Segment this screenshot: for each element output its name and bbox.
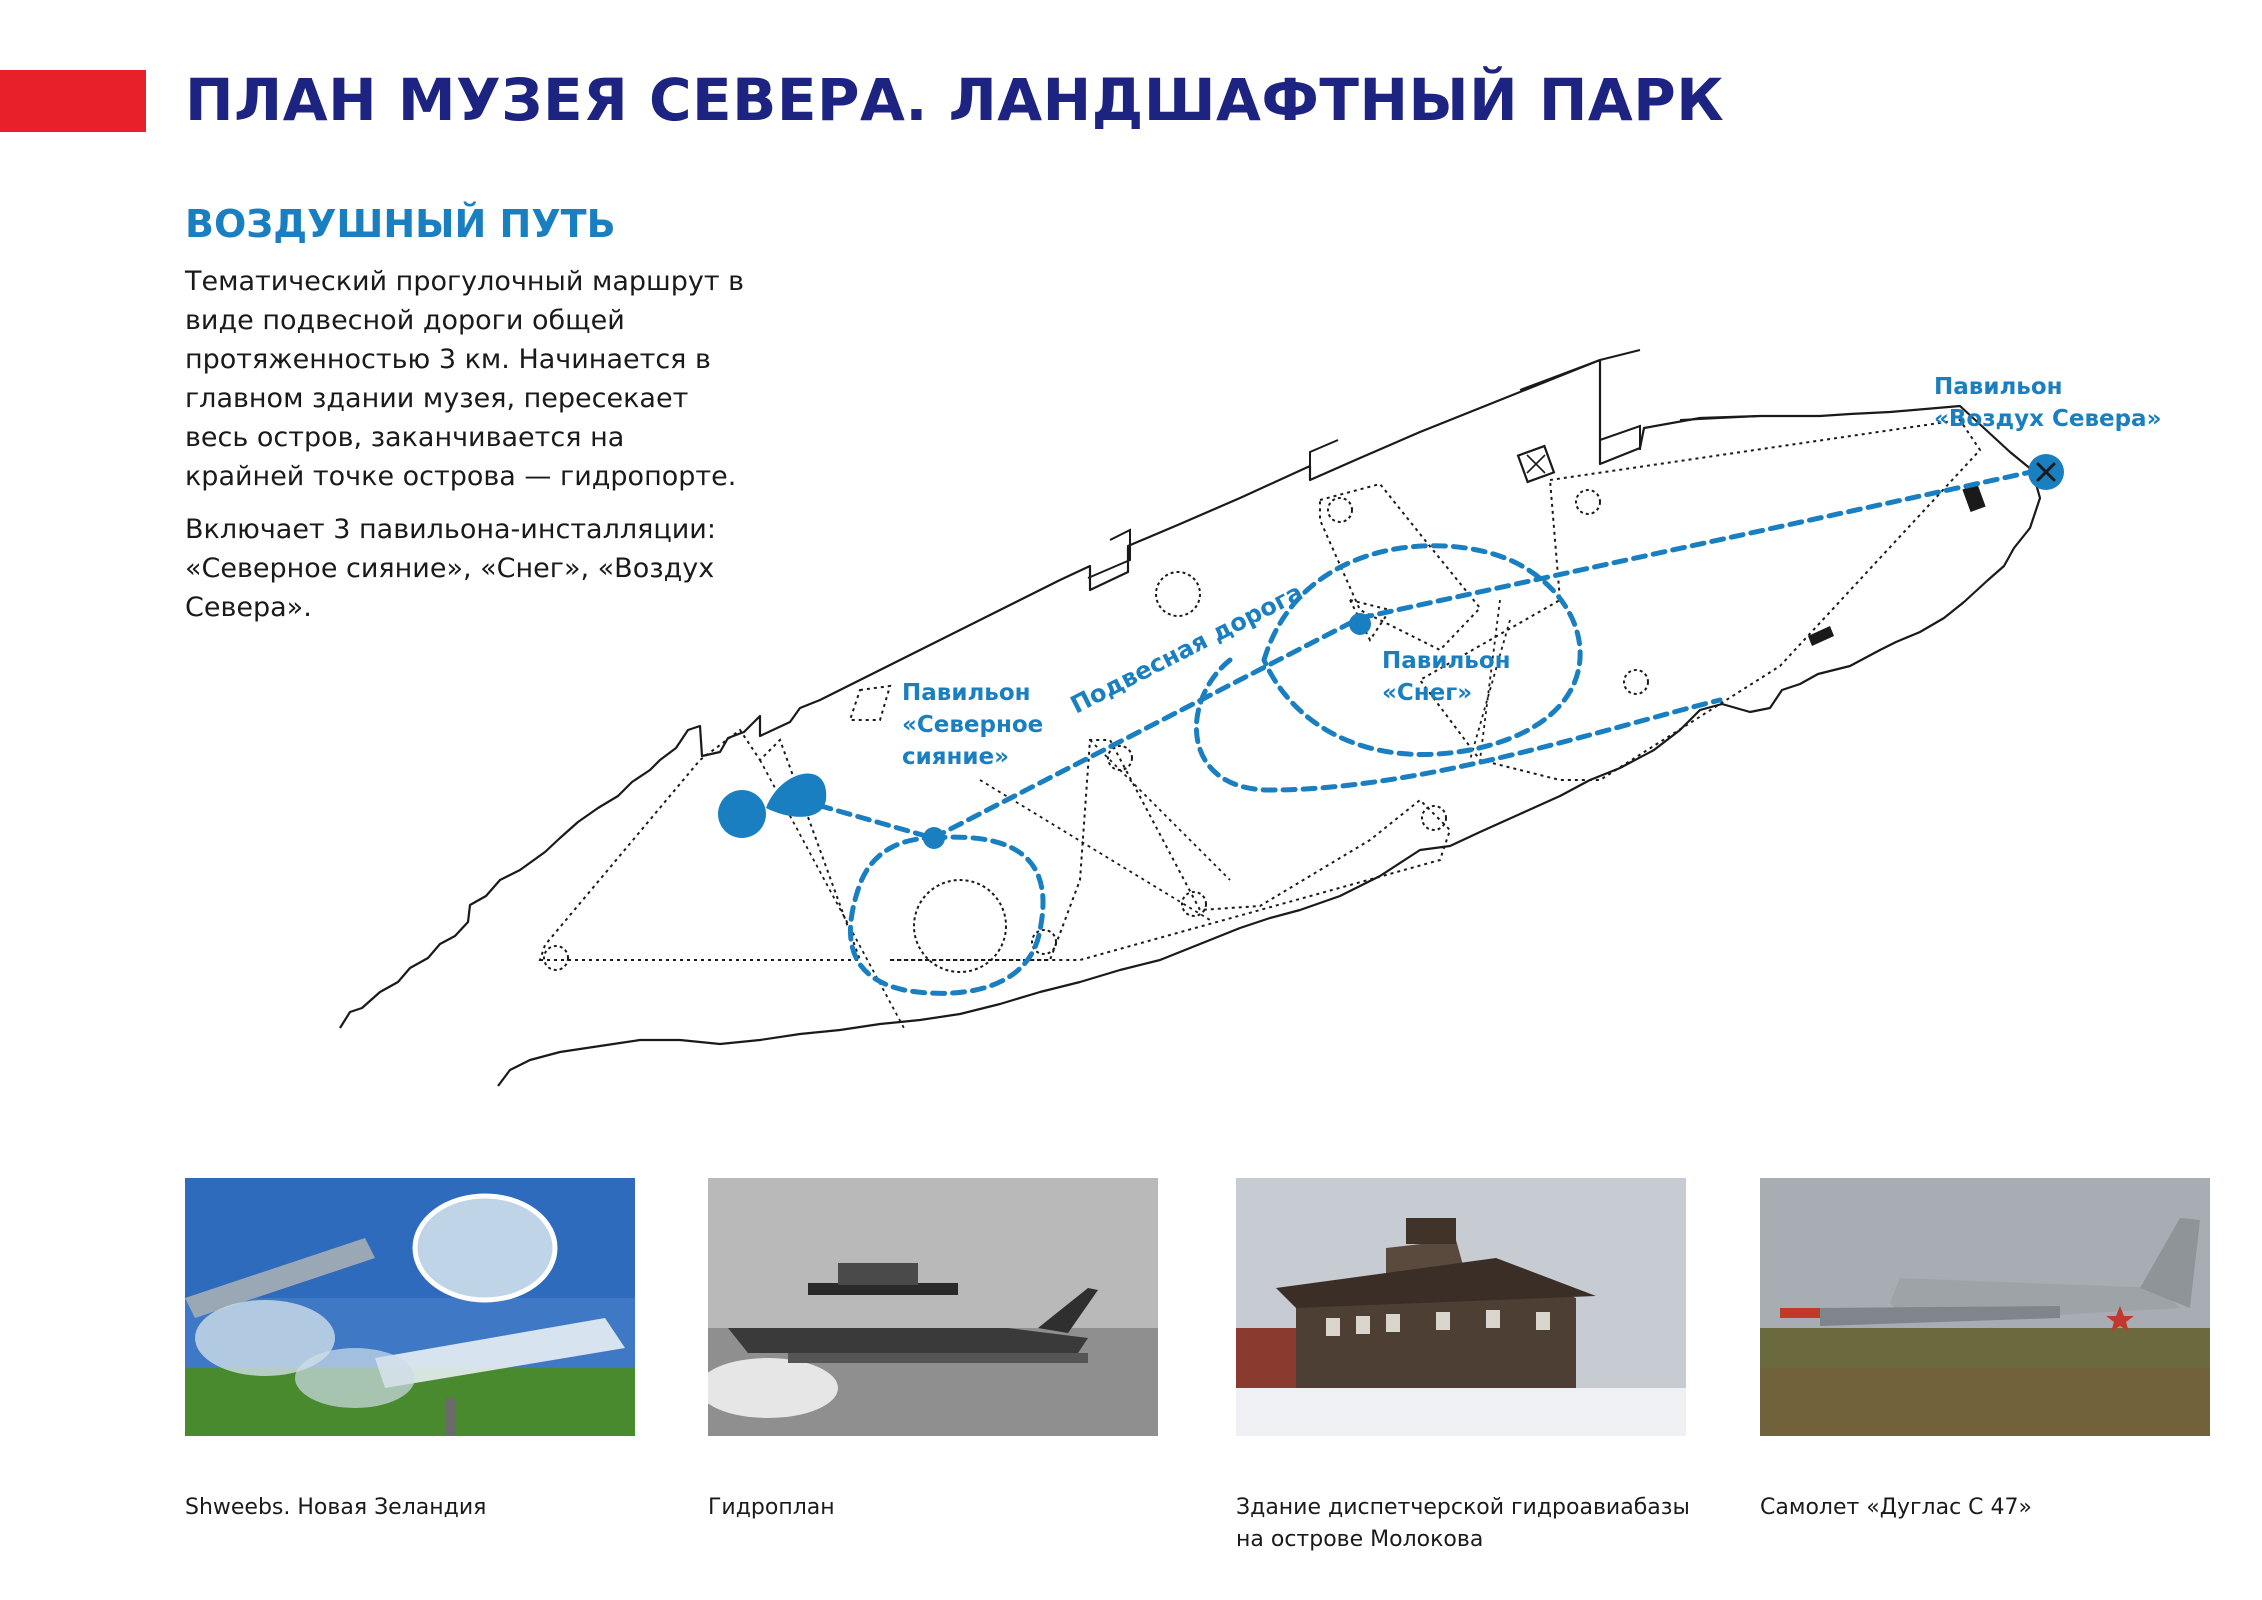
pavilion-aurora-line-1: Павильон	[902, 680, 1031, 706]
page-title: ПЛАН МУЗЕЯ СЕВЕРА. ЛАНДШАФТНЫЙ ПАРК	[185, 66, 1725, 134]
airplane-photo-icon	[1760, 1178, 2210, 1436]
photo-monorail	[185, 1178, 635, 1436]
photo-seaplane	[708, 1178, 1158, 1436]
pavilion-air-line-2: «Воздух Севера»	[1934, 406, 2162, 432]
pavilion-aurora-label	[902, 680, 1051, 770]
park-zones	[540, 420, 1980, 960]
pavilion-aurora-line-3: сияние»	[902, 744, 1009, 770]
intro-paragraph-pavilions: Включает 3 павильона-инсталляции: «Северное сияние», «Снег», «Воздух Севера».	[185, 514, 716, 623]
island-coastline-north	[340, 360, 2040, 1086]
road-label: Подвесная дорога	[1066, 577, 1308, 720]
section-title: ВОЗДУШНЫЙ ПУТЬ	[185, 202, 616, 246]
site-markers	[544, 490, 1648, 972]
building-photo-icon	[1236, 1178, 1686, 1436]
photo-caption-airplane: Самолет «Дуглас С 47»	[1760, 1495, 2032, 1520]
photo-caption-seaplane: Гидроплан	[708, 1495, 835, 1520]
pavilion-snow-line-2: «Снег»	[1382, 680, 1473, 706]
pavilion-snow-label	[1382, 648, 1519, 706]
photo-airplane	[1760, 1178, 2210, 1436]
photo-building	[1236, 1178, 1686, 1436]
pavilion-snow-line-1: Павильон	[1382, 648, 1511, 674]
photo-caption-monorail: Shweebs. Новая Зеландия	[185, 1495, 487, 1520]
monorail-photo-icon	[185, 1178, 635, 1436]
pavilion-aurora-line-2: «Северное	[902, 712, 1044, 738]
intro-paragraph-route: Тематический прогулочный маршрут в виде подвесной дороги общей протяженностью 3 км. Начинается в главном здании музея, пересекает весь остров, заканчивается на крайней точке острова — гидропорте.	[185, 266, 745, 492]
seaplane-photo-icon	[708, 1178, 1158, 1436]
building-symbols	[1518, 446, 1986, 646]
photo-caption-building: Здание диспетчерской гидроавиабазы на острове Молокова	[1236, 1495, 1690, 1552]
pavilion-air-label	[1934, 374, 2161, 432]
pavilion-air-line-1: Павильон	[1934, 374, 2063, 400]
